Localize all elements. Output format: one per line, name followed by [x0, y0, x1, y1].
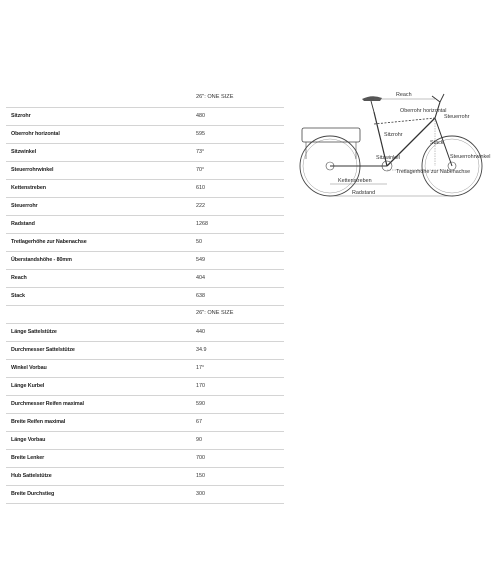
- components-header: [6, 306, 284, 324]
- diagram-label-head-tube: Steuerrohr: [444, 114, 470, 120]
- geometry-row-label: Radstand: [11, 221, 35, 227]
- components-row-label: Durchmesser Reifen maximal: [11, 401, 84, 407]
- geometry-row-label: Überstandshöhe - 80mm: [11, 257, 72, 263]
- components-row-value: 170: [196, 383, 205, 389]
- components-row: [6, 342, 284, 360]
- components-row-value: 590: [196, 401, 205, 407]
- components-row: [6, 432, 284, 450]
- components-row-value: 17°: [196, 365, 205, 371]
- geometry-row-label: Steuerrohrwinkel: [11, 167, 54, 173]
- components-row: [6, 378, 284, 396]
- components-row-label: Hub Sattelstütze: [11, 473, 52, 479]
- geometry-row-label: Steuerrohr: [11, 203, 38, 209]
- geometry-row-value: 50: [196, 239, 202, 245]
- components-row-value: 90: [196, 437, 202, 443]
- components-row: [6, 468, 284, 486]
- geometry-row: [6, 144, 284, 162]
- components-row-label: Breite Reifen maximal: [11, 419, 66, 425]
- components-row-label: Breite Durchstieg: [11, 491, 55, 497]
- geometry-row-value: 480: [196, 113, 205, 119]
- geometry-row-value: 638: [196, 293, 205, 299]
- components-row: [6, 324, 284, 342]
- geometry-row-value: 610: [196, 185, 205, 191]
- geometry-row-value: 549: [196, 257, 205, 263]
- components-row-label: Länge Sattelstütze: [11, 329, 57, 335]
- components-row-value: 700: [196, 455, 205, 461]
- diagram-label-bb-drop: Tretlagerhöhe zur Nabenachse: [396, 169, 471, 175]
- geometry-row-label: Sitzwinkel: [11, 149, 37, 155]
- components-row-label: Durchmesser Sattelstütze: [11, 347, 75, 353]
- components-row-label: Länge Vorbau: [11, 437, 46, 443]
- diagram-label-seat-tube: Sitzrohr: [384, 132, 403, 138]
- geometry-row: [6, 252, 284, 270]
- components-row-value: 67: [196, 419, 202, 425]
- components-row: [6, 450, 284, 468]
- components-row-label: Länge Kurbel: [11, 383, 45, 389]
- geometry-row-label: Kettenstreben: [11, 185, 46, 191]
- components-row-label: Breite Lenker: [11, 455, 45, 461]
- components-row-value: 440: [196, 329, 205, 335]
- geometry-row: [6, 234, 284, 252]
- geometry-row-value: 70°: [196, 167, 205, 173]
- diagram-label-head-angle: Steuerrohrwinkel: [450, 154, 491, 160]
- geometry-header: [6, 90, 284, 108]
- geometry-row-value: 1268: [196, 221, 208, 227]
- components-row: [6, 360, 284, 378]
- geometry-row: [6, 126, 284, 144]
- geometry-row: [6, 180, 284, 198]
- geometry-row-label: Oberrohr horizontal: [11, 131, 60, 137]
- components-row-label: Winkel Vorbau: [11, 365, 47, 371]
- components-row: [6, 486, 284, 504]
- components-row-value: 300: [196, 491, 205, 497]
- diagram-label-stack: Stack: [430, 140, 444, 146]
- components-row: [6, 396, 284, 414]
- components-row-value: 34.9: [196, 347, 207, 353]
- components-size-label: 26": ONE SIZE: [196, 310, 234, 316]
- components-row-value: 150: [196, 473, 205, 479]
- geometry-row: [6, 108, 284, 126]
- diagram-label-chainstays: Kettenstreben: [338, 178, 372, 184]
- geometry-row-value: 404: [196, 275, 205, 281]
- diagram-label-wheelbase: Radstand: [352, 190, 376, 196]
- geometry-row: [6, 288, 284, 306]
- geometry-row-label: Sitzrohr: [11, 113, 31, 119]
- geometry-row: [6, 162, 284, 180]
- geometry-row-value: 222: [196, 203, 205, 209]
- geometry-row-label: Reach: [11, 275, 27, 281]
- geometry-row: [6, 198, 284, 216]
- bike-geometry-diagram: [292, 84, 496, 212]
- geometry-table: [6, 90, 284, 504]
- components-row: [6, 414, 284, 432]
- geometry-row: [6, 270, 284, 288]
- geometry-size-label: 26": ONE SIZE: [196, 94, 234, 100]
- geometry-row-label: Stack: [11, 293, 25, 299]
- diagram-label-seat-angle: Sitzwinkel: [376, 155, 400, 161]
- geometry-row-value: 73°: [196, 149, 205, 155]
- geometry-row-label: Tretlagerhöhe zur Nabenachse: [11, 239, 87, 245]
- geometry-row-value: 595: [196, 131, 205, 137]
- diagram-label-reach: Reach: [396, 92, 412, 98]
- geometry-row: [6, 216, 284, 234]
- diagram-label-top-tube: Oberrohr horizontal: [400, 108, 447, 114]
